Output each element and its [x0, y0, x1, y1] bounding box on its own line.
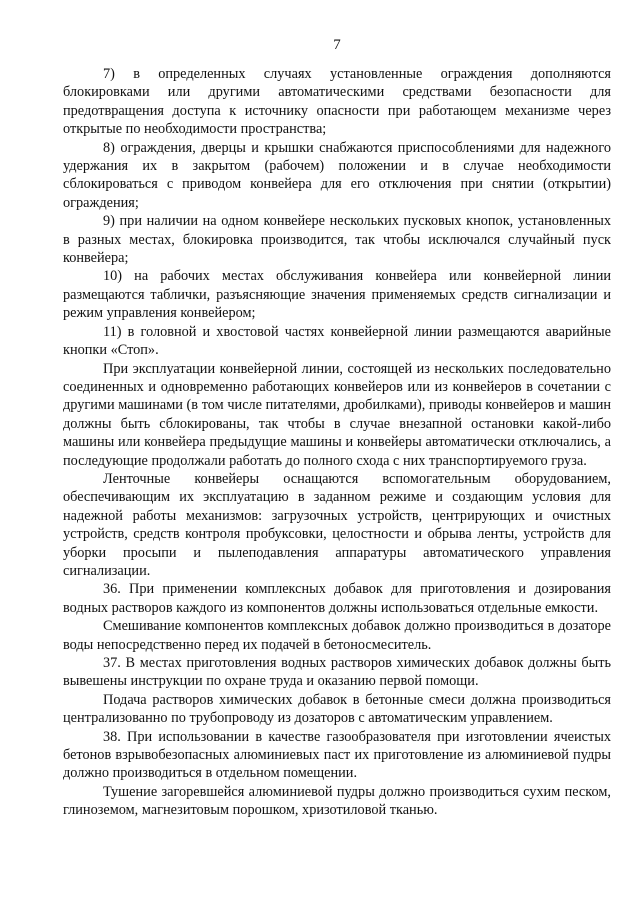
paragraph-solution-supply: Подача растворов химических добавок в бетонные смеси должна производиться централизованно по трубопроводу из дозаторов с автоматическим управлением. — [63, 691, 611, 727]
paragraph-section-36: 36. При применении комплексных добавок для приготовления и дозирования водных растворов каждого из компонентов должны использоваться отдельные емкости. — [63, 581, 611, 616]
paragraph-item-9: 9) при наличии на одном конвейере нескольких пусковых кнопок, установленных в разных местах, блокировка производится, так чтобы исключался случайный пуск конвейера; — [63, 213, 611, 267]
page-number: 7 — [333, 37, 341, 53]
paragraph-section-37: 37. В местах приготовления водных растворов химических добавок должны быть вывешены инструкции по охране труда и оказанию первой помощи. — [63, 655, 611, 690]
paragraph-item-10: 10) на рабочих местах обслуживания конвейера или конвейерной линии размещаются таблички, разъясняющие значения применяемых средств сигнализации и режим управления конвейером; — [63, 268, 611, 322]
paragraph-belt-conveyors: Ленточные конвейеры оснащаются вспомогательным оборудованием, обеспечивающим их эксплуатацию в заданном режиме и создающим условия для надежной работы механизмов: загрузочных устройств, центрирующих и очистных устройств, средств контроля пробуксовки, целостности и обрыва ленты, устройств для уборки просыпи и пылеподавления аппаратуры автоматического управления сигнализации. — [63, 470, 611, 579]
paragraph-extinguishing: Тушение загоревшейся алюминиевой пудры должно производиться сухим песком, глиноземом, магнезитовым порошком, хризотиловой тканью. — [63, 783, 611, 819]
paragraph-mixing-components: Смешивание компонентов комплексных добавок должно производиться в дозаторе воды непосредственно перед их подачей в бетоносмеситель. — [63, 618, 611, 653]
paragraph-conveyor-line: При эксплуатации конвейерной линии, состоящей из нескольких последовательно соединенных и одновременно работающих конвейеров или из конвейеров в сочетании с другими машинами (в том числе питателями, дробилками), приводы конвейеров и машин должны быть сблокированы, так чтобы в случае внезапной остановки какой-либо машины или конвейера предыдущие машины и конвейеры автоматически отключались, а последующие продолжали работать до полного схода с них транспортируемого груза. — [63, 360, 611, 469]
paragraph-section-38: 38. При использовании в качестве газообразователя при изготовлении ячеистых бетонов взрывобезопасных алюминиевых паст их приготовление из алюминиевой пудры должно производиться в отдельном помещении. — [63, 728, 611, 782]
document-page — [63, 36, 611, 820]
paragraph-item-7: 7) в определенных случаях установленные ограждения дополняются блокировками или другими автоматическими средствами безопасности для предотвращения доступа к источнику опасности при работающем механизме через открытые по необходимости пространства; — [63, 66, 611, 138]
paragraph-item-11: 11) в головной и хвостовой частях конвейерной линии размещаются аварийные кнопки «Стоп». — [63, 323, 611, 359]
paragraph-item-8: 8) ограждения, дверцы и крышки снабжаются приспособлениями для надежного удержания их в закрытом (рабочем) положении и в случае необходимости сблокироваться с приводом конвейера для его отключения при снятии (открытии) ограждения; — [63, 139, 611, 211]
